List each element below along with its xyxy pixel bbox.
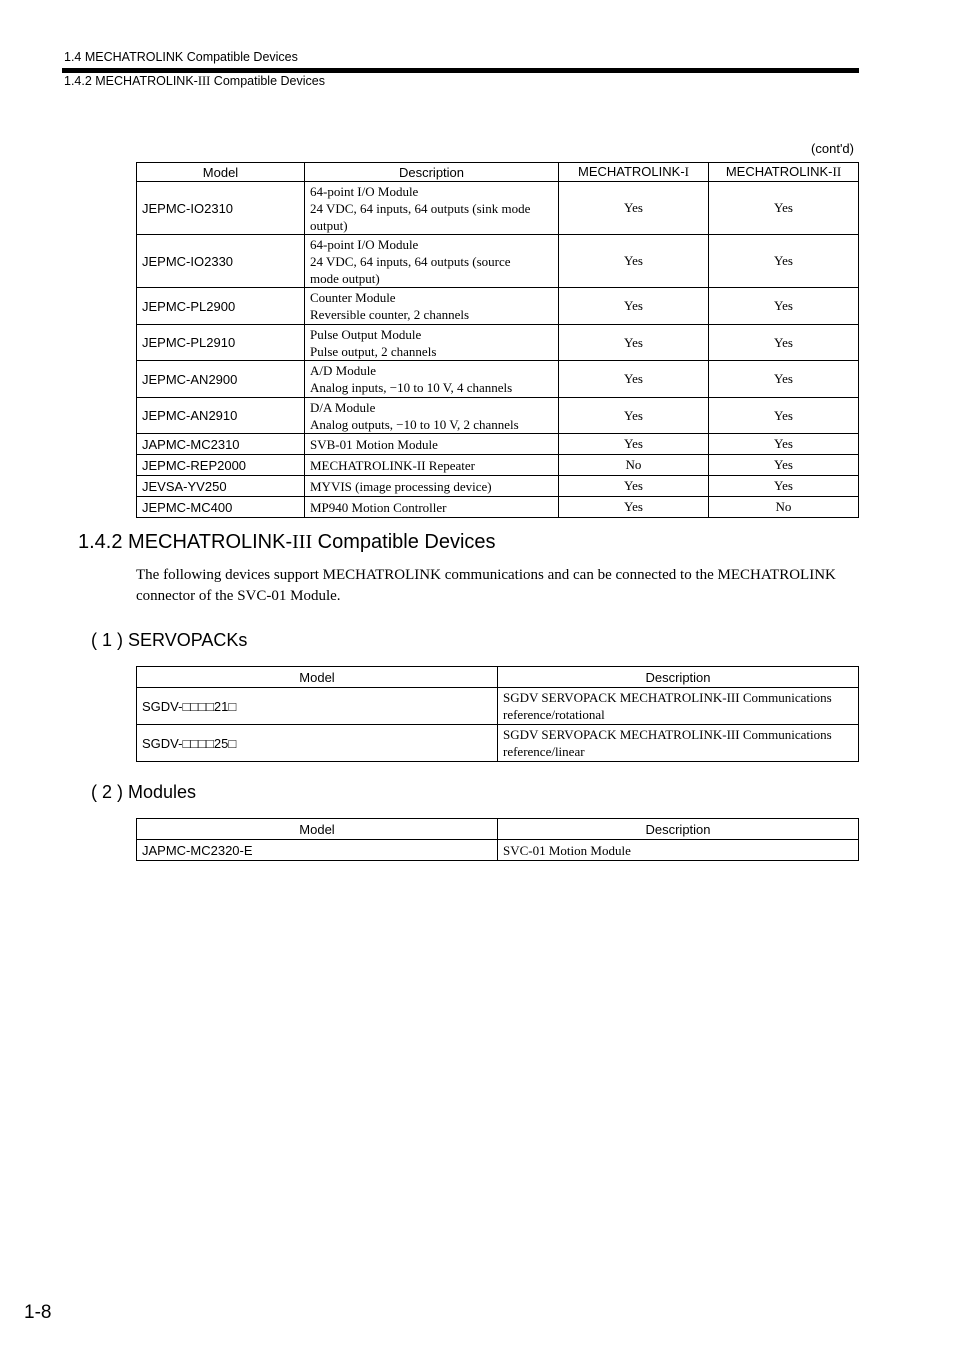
cell-description: SGDV SERVOPACK MECHATROLINK-III Communications reference/linear [498, 725, 859, 762]
cell-model: SGDV-□□□□25□ [137, 725, 498, 762]
cell-ml1: Yes [559, 288, 709, 325]
table-row [137, 688, 859, 725]
col-header-mechatrolink-2: MECHATROLINK-II [709, 163, 859, 182]
cell-description: MYVIS (image processing device) [305, 476, 559, 497]
table-row [137, 235, 859, 288]
cell-model: JEPMC-PL2900 [137, 288, 305, 325]
table-row [137, 288, 859, 325]
cell-ml2: Yes [709, 476, 859, 497]
cell-description: A/D Module Analog inputs, −10 to 10 V, 4 channels [305, 361, 559, 398]
running-header-subsection: 1.4.2 MECHATROLINK-III Compatible Devices [64, 74, 325, 88]
cell-model: JEPMC-PL2910 [137, 325, 305, 361]
cell-model: JEPMC-IO2330 [137, 235, 305, 288]
header-rule [62, 68, 859, 73]
table-row [137, 325, 859, 361]
cell-description: SVB-01 Motion Module [305, 434, 559, 455]
cell-description: SVC-01 Motion Module [498, 840, 859, 861]
servopacks-heading: ( 1 ) SERVOPACKs [91, 630, 248, 650]
running-header-section: 1.4 MECHATROLINK Compatible Devices [64, 50, 298, 64]
table-row [137, 840, 859, 861]
table-row [137, 361, 859, 398]
mechatrolink-devices-table [136, 162, 859, 518]
col-header-model: Model [137, 819, 498, 840]
cell-ml1: Yes [559, 235, 709, 288]
cell-ml2: Yes [709, 325, 859, 361]
cell-ml2: Yes [709, 288, 859, 325]
cell-description: SGDV SERVOPACK MECHATROLINK-III Communications reference/rotational [498, 688, 859, 725]
cell-model: JEPMC-MC400 [137, 497, 305, 518]
table-row [137, 476, 859, 497]
cell-model: JEVSA-YV250 [137, 476, 305, 497]
cell-model: JEPMC-AN2900 [137, 361, 305, 398]
table-row [137, 497, 859, 518]
table-row [137, 725, 859, 762]
table-row [137, 398, 859, 434]
col-header-description: Description [305, 163, 559, 182]
cell-ml2: Yes [709, 434, 859, 455]
cell-description: 64-point I/O Module 24 VDC, 64 inputs, 64 outputs (sink mode output) [305, 182, 559, 235]
cell-description: 64-point I/O Module 24 VDC, 64 inputs, 64 outputs (source mode output) [305, 235, 559, 288]
modules-table [136, 818, 859, 861]
cell-ml2: No [709, 497, 859, 518]
cell-model: JEPMC-IO2310 [137, 182, 305, 235]
cell-ml1: Yes [559, 434, 709, 455]
table-header-row [137, 667, 859, 688]
table-header-row [137, 819, 859, 840]
cell-description: Pulse Output Module Pulse output, 2 channels [305, 325, 559, 361]
cell-description: D/A Module Analog outputs, −10 to 10 V, 2 channels [305, 398, 559, 434]
cell-ml1: Yes [559, 476, 709, 497]
page-number: 1-8 [24, 1302, 52, 1323]
cell-ml1: Yes [559, 497, 709, 518]
cell-ml1: Yes [559, 398, 709, 434]
cell-description: MECHATROLINK-II Repeater [305, 455, 559, 476]
col-header-model: Model [137, 667, 498, 688]
cell-ml1: No [559, 455, 709, 476]
cell-ml2: Yes [709, 398, 859, 434]
cell-model: SGDV-□□□□21□ [137, 688, 498, 725]
cell-ml1: Yes [559, 182, 709, 235]
table-row [137, 434, 859, 455]
modules-heading: ( 2 ) Modules [91, 782, 197, 802]
cell-model: JAPMC-MC2310 [137, 434, 305, 455]
cell-model: JEPMC-AN2910 [137, 398, 305, 434]
continued-label: (cont'd) [811, 141, 854, 156]
table-row [137, 182, 859, 235]
cell-description: Counter Module Reversible counter, 2 channels [305, 288, 559, 325]
col-header-description: Description [498, 667, 859, 688]
cell-ml2: Yes [709, 455, 859, 476]
section-body: The following devices support MECHATROLINK communications and can be connected to the MECHATROLINK connector of the SVC-01 Module. [136, 567, 836, 604]
cell-ml2: Yes [709, 235, 859, 288]
col-header-mechatrolink-1: MECHATROLINK-I [559, 163, 709, 182]
cell-ml2: Yes [709, 182, 859, 235]
cell-ml1: Yes [559, 325, 709, 361]
cell-ml1: Yes [559, 361, 709, 398]
table-header-row [137, 163, 859, 182]
servopacks-table [136, 666, 859, 762]
table-row [137, 455, 859, 476]
cell-ml2: Yes [709, 361, 859, 398]
col-header-description: Description [498, 819, 859, 840]
section-title: 1.4.2 MECHATROLINK-III Compatible Devices [78, 531, 496, 553]
cell-model: JEPMC-REP2000 [137, 455, 305, 476]
cell-model: JAPMC-MC2320-E [137, 840, 498, 861]
col-header-model: Model [137, 163, 305, 182]
cell-description: MP940 Motion Controller [305, 497, 559, 518]
